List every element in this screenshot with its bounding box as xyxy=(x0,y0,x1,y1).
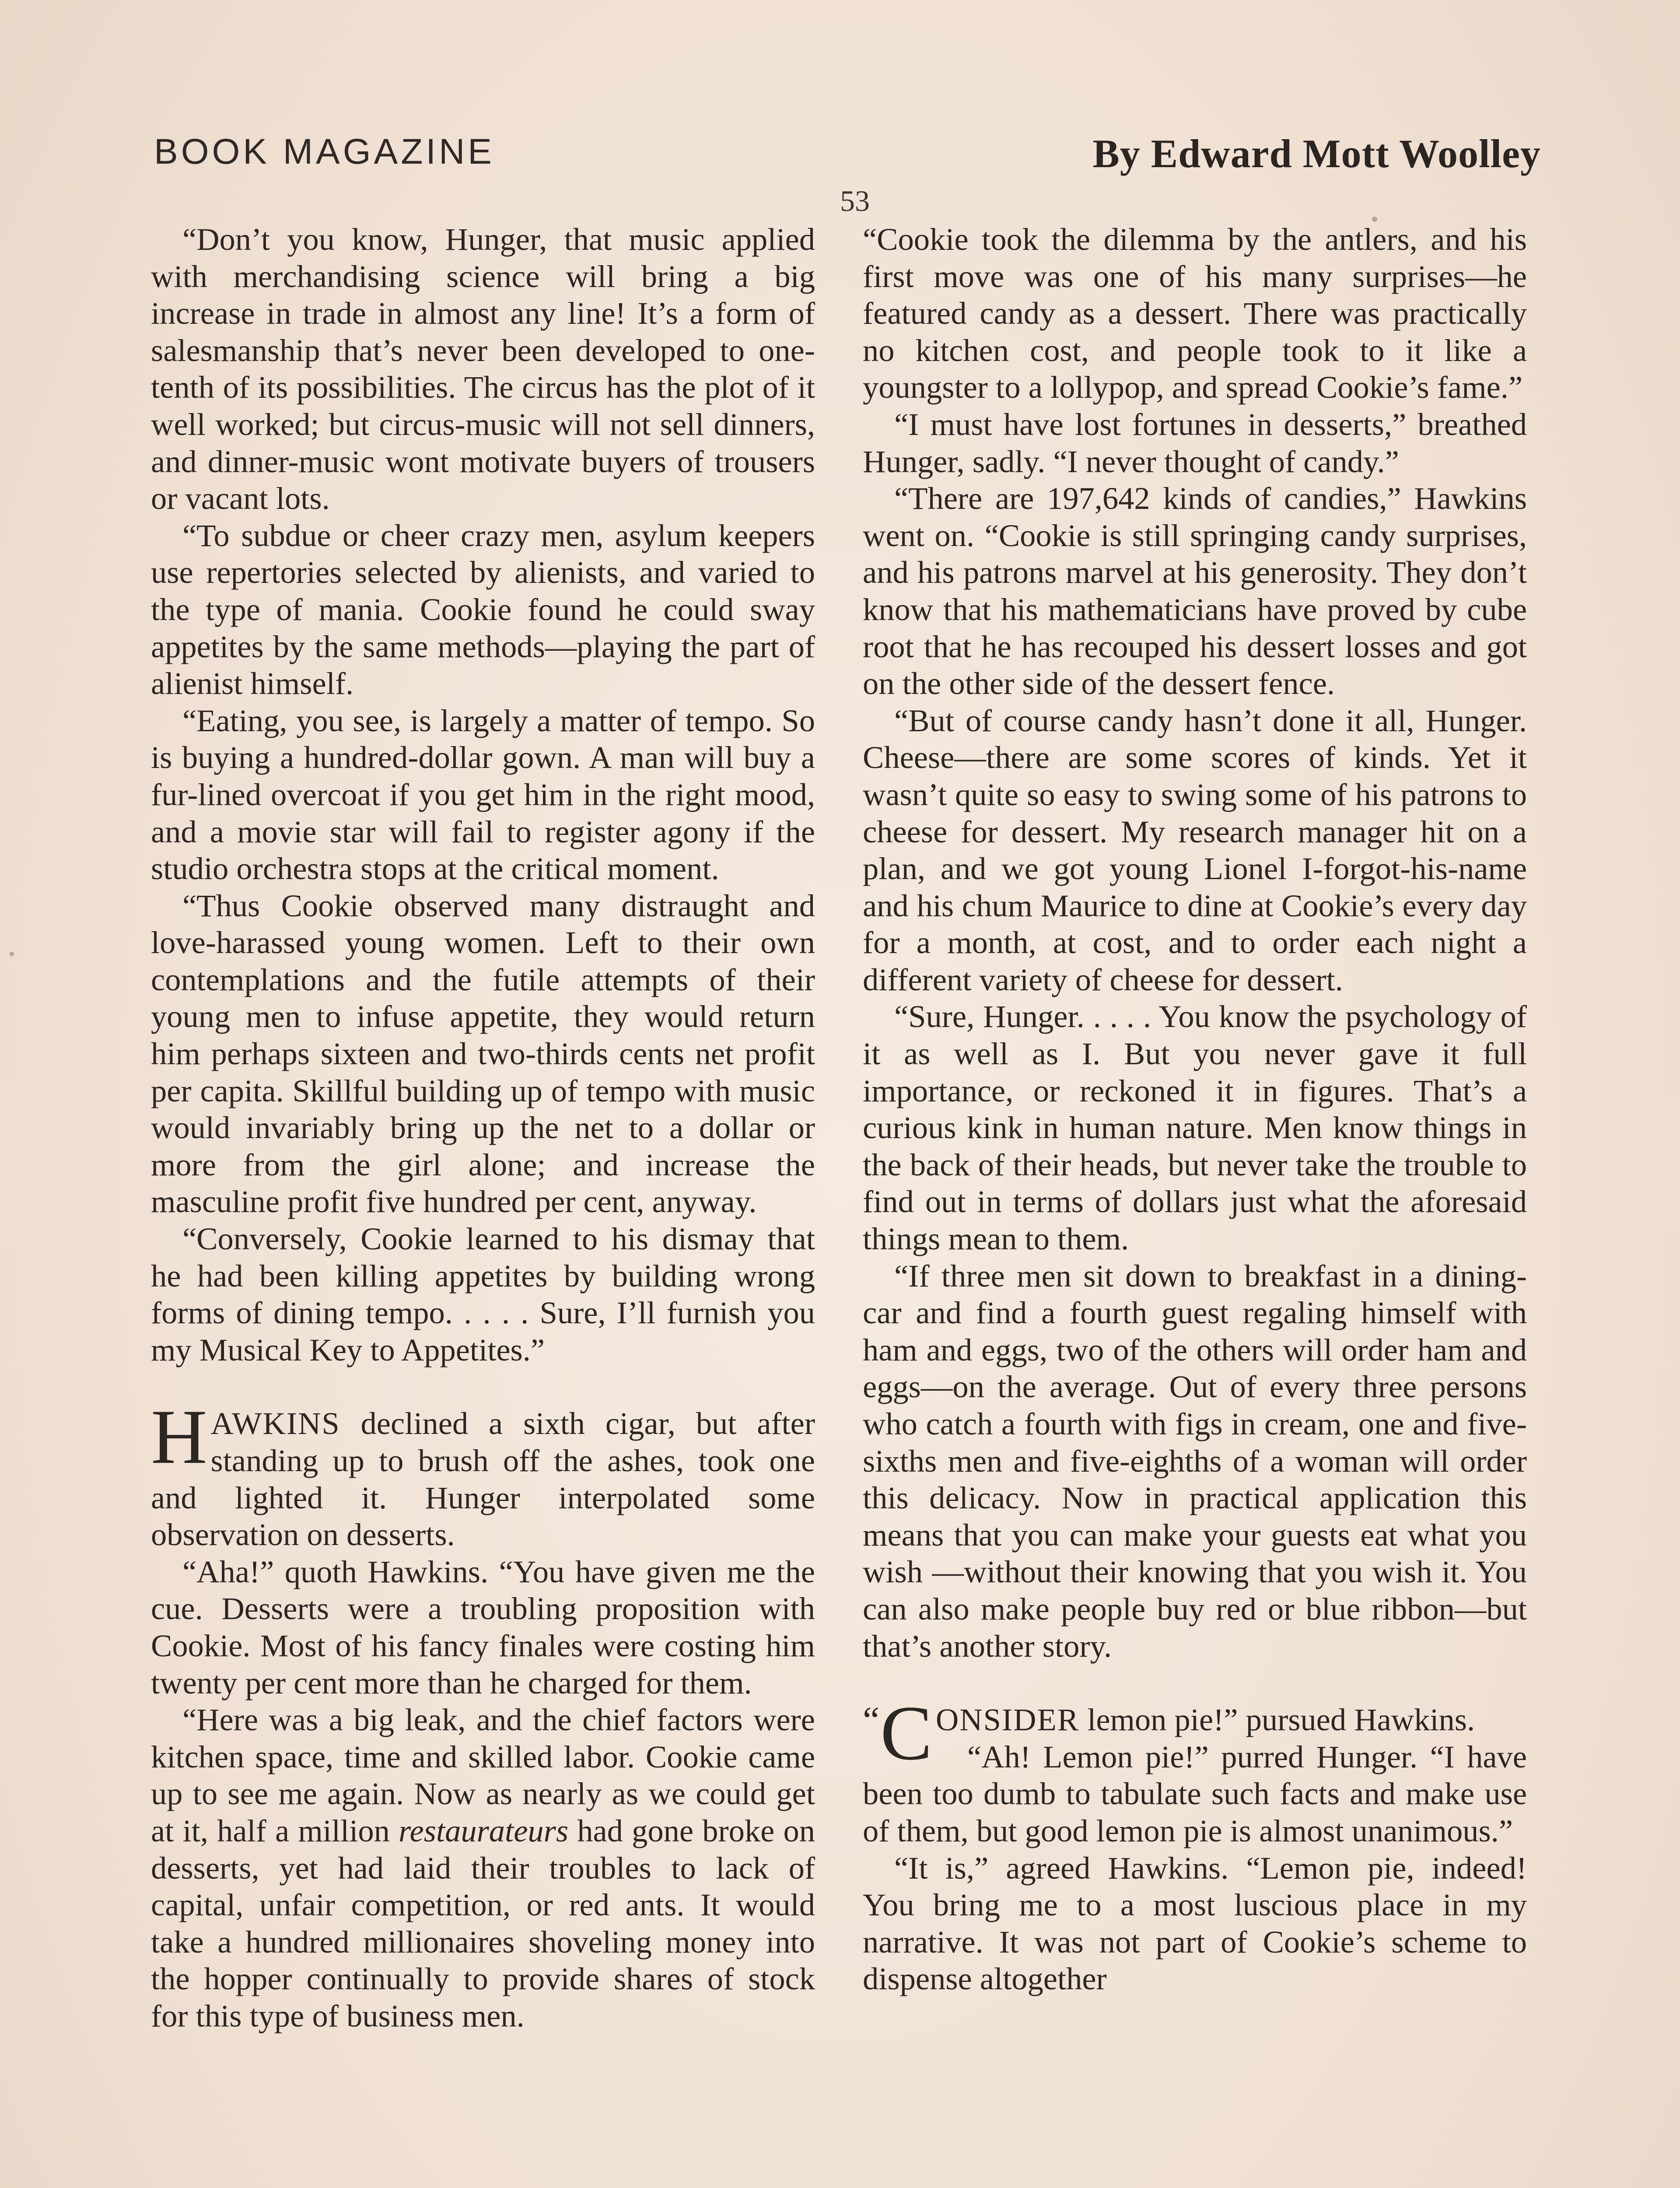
small-caps-lead: AWKINS xyxy=(210,1406,340,1441)
right-column xyxy=(863,221,1527,1998)
paragraph: “It is,” agreed Hawkins. “Lemon pie, indeed! You bring me to a most luscious place in my narrative. It was not part of Cookie’s scheme to dispense altogether xyxy=(863,1850,1527,1997)
page-number: 53 xyxy=(840,184,870,217)
section-opening-paragraph xyxy=(863,1690,1527,1777)
paragraph-text: lemon pie!” pursued Hawkins. xyxy=(1079,1702,1475,1738)
paragraph: “Ah! Lemon pie!” purred Hunger. “I have been too dumb to tabulate such facts and make use of them, but good lemon pie is almost unanimous.” xyxy=(863,1739,1527,1848)
paragraph: “There are 197,642 kinds of candies,” Hawkins went on. “Cookie is still springing candy surprises, and his patrons marvel at his generosity. They don’t know that his mathematicians have proved by cube root that he has recouped his dessert losses and got on the other side of the dessert fence. xyxy=(863,480,1527,701)
italic-word: restaurateurs xyxy=(399,1813,569,1848)
paragraph: “To subdue or cheer crazy men, asylum keepers use repertories selected by alienists, and varied to the type of mania. Cookie found he could sway appetites by the same methods—playing the part of alienist himself. xyxy=(151,517,815,701)
paragraph: “Conversely, Cookie learned to his dismay that he had been killing appetites by building wrong forms of dining tempo. . . . . Sure, I’ll furnish you my Musical Key to Appetites.” xyxy=(151,1221,815,1368)
paragraph xyxy=(151,1701,815,2034)
drop-cap: H xyxy=(151,1393,207,1480)
paragraph: “Aha!” quoth Hawkins. “You have given me the cue. Desserts were a troubling proposition with Cookie. Most of his fancy finales were costing him twenty per cent more than he charged for them. xyxy=(151,1553,815,1701)
drop-cap: C xyxy=(880,1690,932,1777)
paragraph: “Sure, Hunger. . . . . You know the psychology of it as well as I. But you never gave it full importance, or reckoned it in figures. That’s a curious kink in human nature. Men know things in the back of their heads, but never take the trouble to find out in terms of dollars just what the aforesaid things mean to them. xyxy=(863,999,1527,1257)
small-caps-lead: ONSIDER xyxy=(935,1702,1080,1738)
author-byline: By Edward Mott Woolley xyxy=(1092,131,1541,176)
paper-speck xyxy=(1372,217,1377,222)
section-opening-paragraph xyxy=(151,1393,815,1553)
paragraph-text: had gone broke on desserts, yet had laid their troubles to lack of capital, unfair competition, or red ants. It would take a hundred millionaires shoveling money into the hopper continually to provide shares of stock for this type of business men. xyxy=(151,1813,815,2034)
paragraph: “If three men sit down to breakfast in a dining-car and find a fourth guest regaling himself with ham and eggs, two of the others will order ham and eggs—on the average. Out of every three persons who catch a fourth with figs in cream, one and five-sixths men and five-eighths of a woman will order this delicacy. Now in practical application this means that you can make your guests eat what you wish —without their knowing that you wish it. You can also make people buy red or blue ribbon—but that’s another story. xyxy=(863,1258,1527,1664)
paragraph: “Don’t you know, Hunger, that music applied with merchandising science will bring a big increase in trade in almost any line! It’s a form of salesmanship that’s never been developed to one-tenth of its possibilities. The circus has the plot of it well worked; but circus-music will not sell dinners, and dinner-music wont motivate buyers of trousers or vacant lots. xyxy=(151,221,815,516)
paragraph: “Thus Cookie observed many distraught and love-harassed young women. Left to their own contemplations and the futile attempts of their young men to infuse appetite, they would return him perhaps sixteen and two-thirds cents net profit per capita. Skillful building up of tempo with music would invariably bring up the net to a dollar or more from the girl alone; and increase the masculine profit five hundred per cent, anyway. xyxy=(151,887,815,1220)
paragraph: “I must have lost fortunes in desserts,” breathed Hunger, sadly. “I never thought of candy.” xyxy=(863,406,1527,479)
paragraph-text: “Here was a big leak, and the chief factors were kitchen space, time and skilled labor. Cookie came up to see me again. Now as nearly as we could get at it, half a million xyxy=(151,1702,815,1848)
opening-quote: “ xyxy=(863,1699,880,1741)
paragraph: “But of course candy hasn’t done it all, Hunger. Cheese—there are some scores of kinds. Yet it wasn’t quite so easy to swing some of his patrons to cheese for dessert. My research manager hit on a plan, and we got young Lionel I-forgot-his-name and his chum Maurice to dine at Cookie’s every day for a month, at cost, and to order each night a different variety of cheese for dessert. xyxy=(863,702,1527,997)
left-column xyxy=(151,221,815,2035)
paper-speck xyxy=(10,952,14,956)
paragraph-text: declined a sixth cigar, but after standing up to brush off the ashes, took one and lighted it. Hunger interpolated some observation on desserts. xyxy=(151,1406,815,1553)
paragraph: “Cookie took the dilemma by the antlers, and his first move was one of his many surprises—he featured candy as a dessert. There was practically no kitchen cost, and people took to it like a youngster to a lollypop, and spread Cookie’s fame.” xyxy=(863,221,1527,405)
paragraph: “Eating, you see, is largely a matter of tempo. So is buying a hundred-dollar gown. A man will buy a fur-lined overcoat if you get him in the right mood, and a movie star will fail to register agony if the studio orchestra stops at the critical moment. xyxy=(151,702,815,887)
magazine-title: BOOK MAGAZINE xyxy=(154,132,495,172)
